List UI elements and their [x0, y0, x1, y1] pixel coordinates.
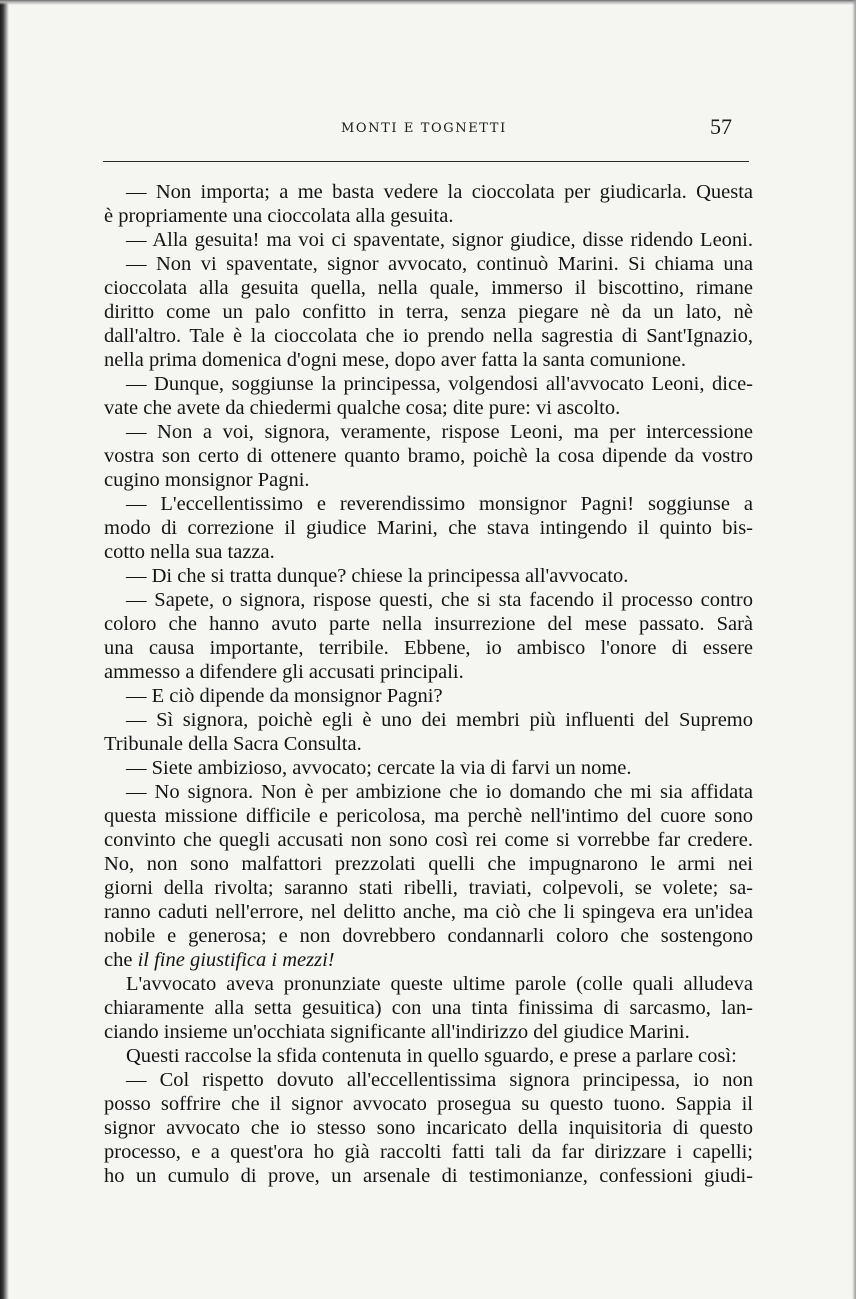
text-line: signor avvocato che io stesso sono incaricato della inquisitoria di questo [104, 1117, 753, 1139]
text-line: ranno caduti nell'errore, nel delitto anche, ma ciò che li spingeva era un'idea [104, 901, 753, 923]
text-line: — Non importa; a me basta vedere la cioccolata per giudicarla. Questa [126, 181, 753, 203]
text-line: — Dunque, soggiunse la principessa, volgendosi all'avvocato Leoni, dice- [126, 373, 753, 395]
text-line: — Sapete, o signora, rispose questi, che si sta facendo il processo contro [126, 589, 753, 611]
text-line: giorni della rivolta; saranno stati ribelli, traviati, colpevoli, se volete; sa- [104, 877, 753, 899]
page-right-edge [852, 0, 856, 1299]
text-line: ho un cumulo di prove, un arsenale di testimonianze, confessioni giudi- [104, 1165, 753, 1187]
text-line: coloro che hanno avuto parte nella insurrezione del mese passato. Sarà [104, 613, 753, 635]
text-line: posso soffrire che il signor avvocato prosegua su questo tuono. Sappia il [104, 1093, 753, 1115]
text-line: No, non sono malfattori prezzolati quelli che impugnarono le armi nei [104, 853, 753, 875]
text-line: Questi raccolse la sfida contenuta in quello sguardo, e prese a parlare così: [126, 1045, 737, 1067]
page-top-edge [0, 0, 856, 5]
text-line: modo di correzione il giudice Marini, che stava intingendo il quinto bis- [104, 517, 753, 539]
text-line: — Di che si tratta dunque? chiese la principessa all'avvocato. [126, 565, 629, 587]
text-line: cioccolata alla gesuita quella, nella quale, immerso il biscottino, rimane [104, 277, 753, 299]
text-line: convinto che quegli accusati non sono così rei come si vorrebbe far credere. [104, 829, 753, 851]
text-line: nobile e generosa; e non dovrebbero condannarli coloro che sostengono [104, 925, 753, 947]
text-line: ammesso a difendere gli accusati principali. [104, 661, 464, 683]
text-line: — Non vi spaventate, signor avvocato, continuò Marini. Si chiama una [126, 253, 753, 275]
text-line: chiaramente alla setta gesuitica) con una tinta finissima di sarcasmo, lan- [104, 997, 753, 1019]
text-line: vate che avete da chiedermi qualche cosa; dite pure: vi ascolto. [104, 397, 621, 419]
text-line: L'avvocato aveva pronunziate queste ultime parole (colle quali alludeva [126, 973, 753, 995]
text-line: — No signora. Non è per ambizione che io domando che mi sia affidata [126, 781, 753, 803]
text-line: è propriamente una cioccolata alla gesuita. [104, 205, 454, 227]
text-line: cugino monsignor Pagni. [104, 469, 310, 491]
text-line: cotto nella sua tazza. [104, 541, 275, 563]
text-line: vostra son certo di ottenere quanto bramo, poichè la cosa dipende da vostro [104, 445, 753, 467]
text-line [104, 948, 753, 972]
text-line: — Sì signora, poichè egli è uno dei membri più influenti del Supremo [126, 709, 753, 731]
text-line: Tribunale della Sacra Consulta. [104, 733, 362, 755]
text-line: — Alla gesuita! ma voi ci spaventate, signor giudice, disse ridendo Leoni. [126, 229, 753, 251]
header-rule [103, 161, 749, 162]
text-line: — Siete ambizioso, avvocato; cercate la via di farvi un nome. [126, 757, 632, 779]
text-line: nella prima domenica d'ogni mese, dopo aver fatta la santa comunione. [104, 349, 687, 371]
text-line: dall'altro. Tale è la cioccolata che io prendo nella sagrestia di Sant'Ignazio, [104, 325, 753, 347]
text-line-roman: che [104, 949, 138, 971]
text-line: — Non a voi, signora, veramente, rispose Leoni, ma per intercessione [126, 421, 753, 443]
body-text [104, 180, 753, 1188]
text-line: ciando insieme un'occhiata significante all'indirizzo del giudice Marini. [104, 1021, 690, 1043]
page-number: 57 [710, 114, 732, 139]
text-line: processo, e a quest'ora ho già raccolti fatti tali da far dirizzare i capelli; [104, 1141, 753, 1163]
text-line: questa missione difficile e pericolosa, ma perchè nell'intimo del cuore sono [104, 805, 753, 827]
text-line: diritto come un palo confitto in terra, senza piegare nè da un lato, nè [104, 301, 753, 323]
text-line: una causa importante, terribile. Ebbene, io ambisco l'onore di essere [104, 637, 753, 659]
text-line-italic: il fine giustifica i mezzi! [137, 949, 335, 971]
text-line: — E ciò dipende da monsignor Pagni? [126, 685, 443, 707]
text-line: — Col rispetto dovuto all'eccellentissima signora principessa, io non [126, 1069, 753, 1091]
page-binding-shadow [0, 0, 9, 1299]
running-title: MONTI E TOGNETTI [341, 121, 507, 136]
text-line: — L'eccellentissimo e reverendissimo monsignor Pagni! soggiunse a [126, 493, 753, 515]
